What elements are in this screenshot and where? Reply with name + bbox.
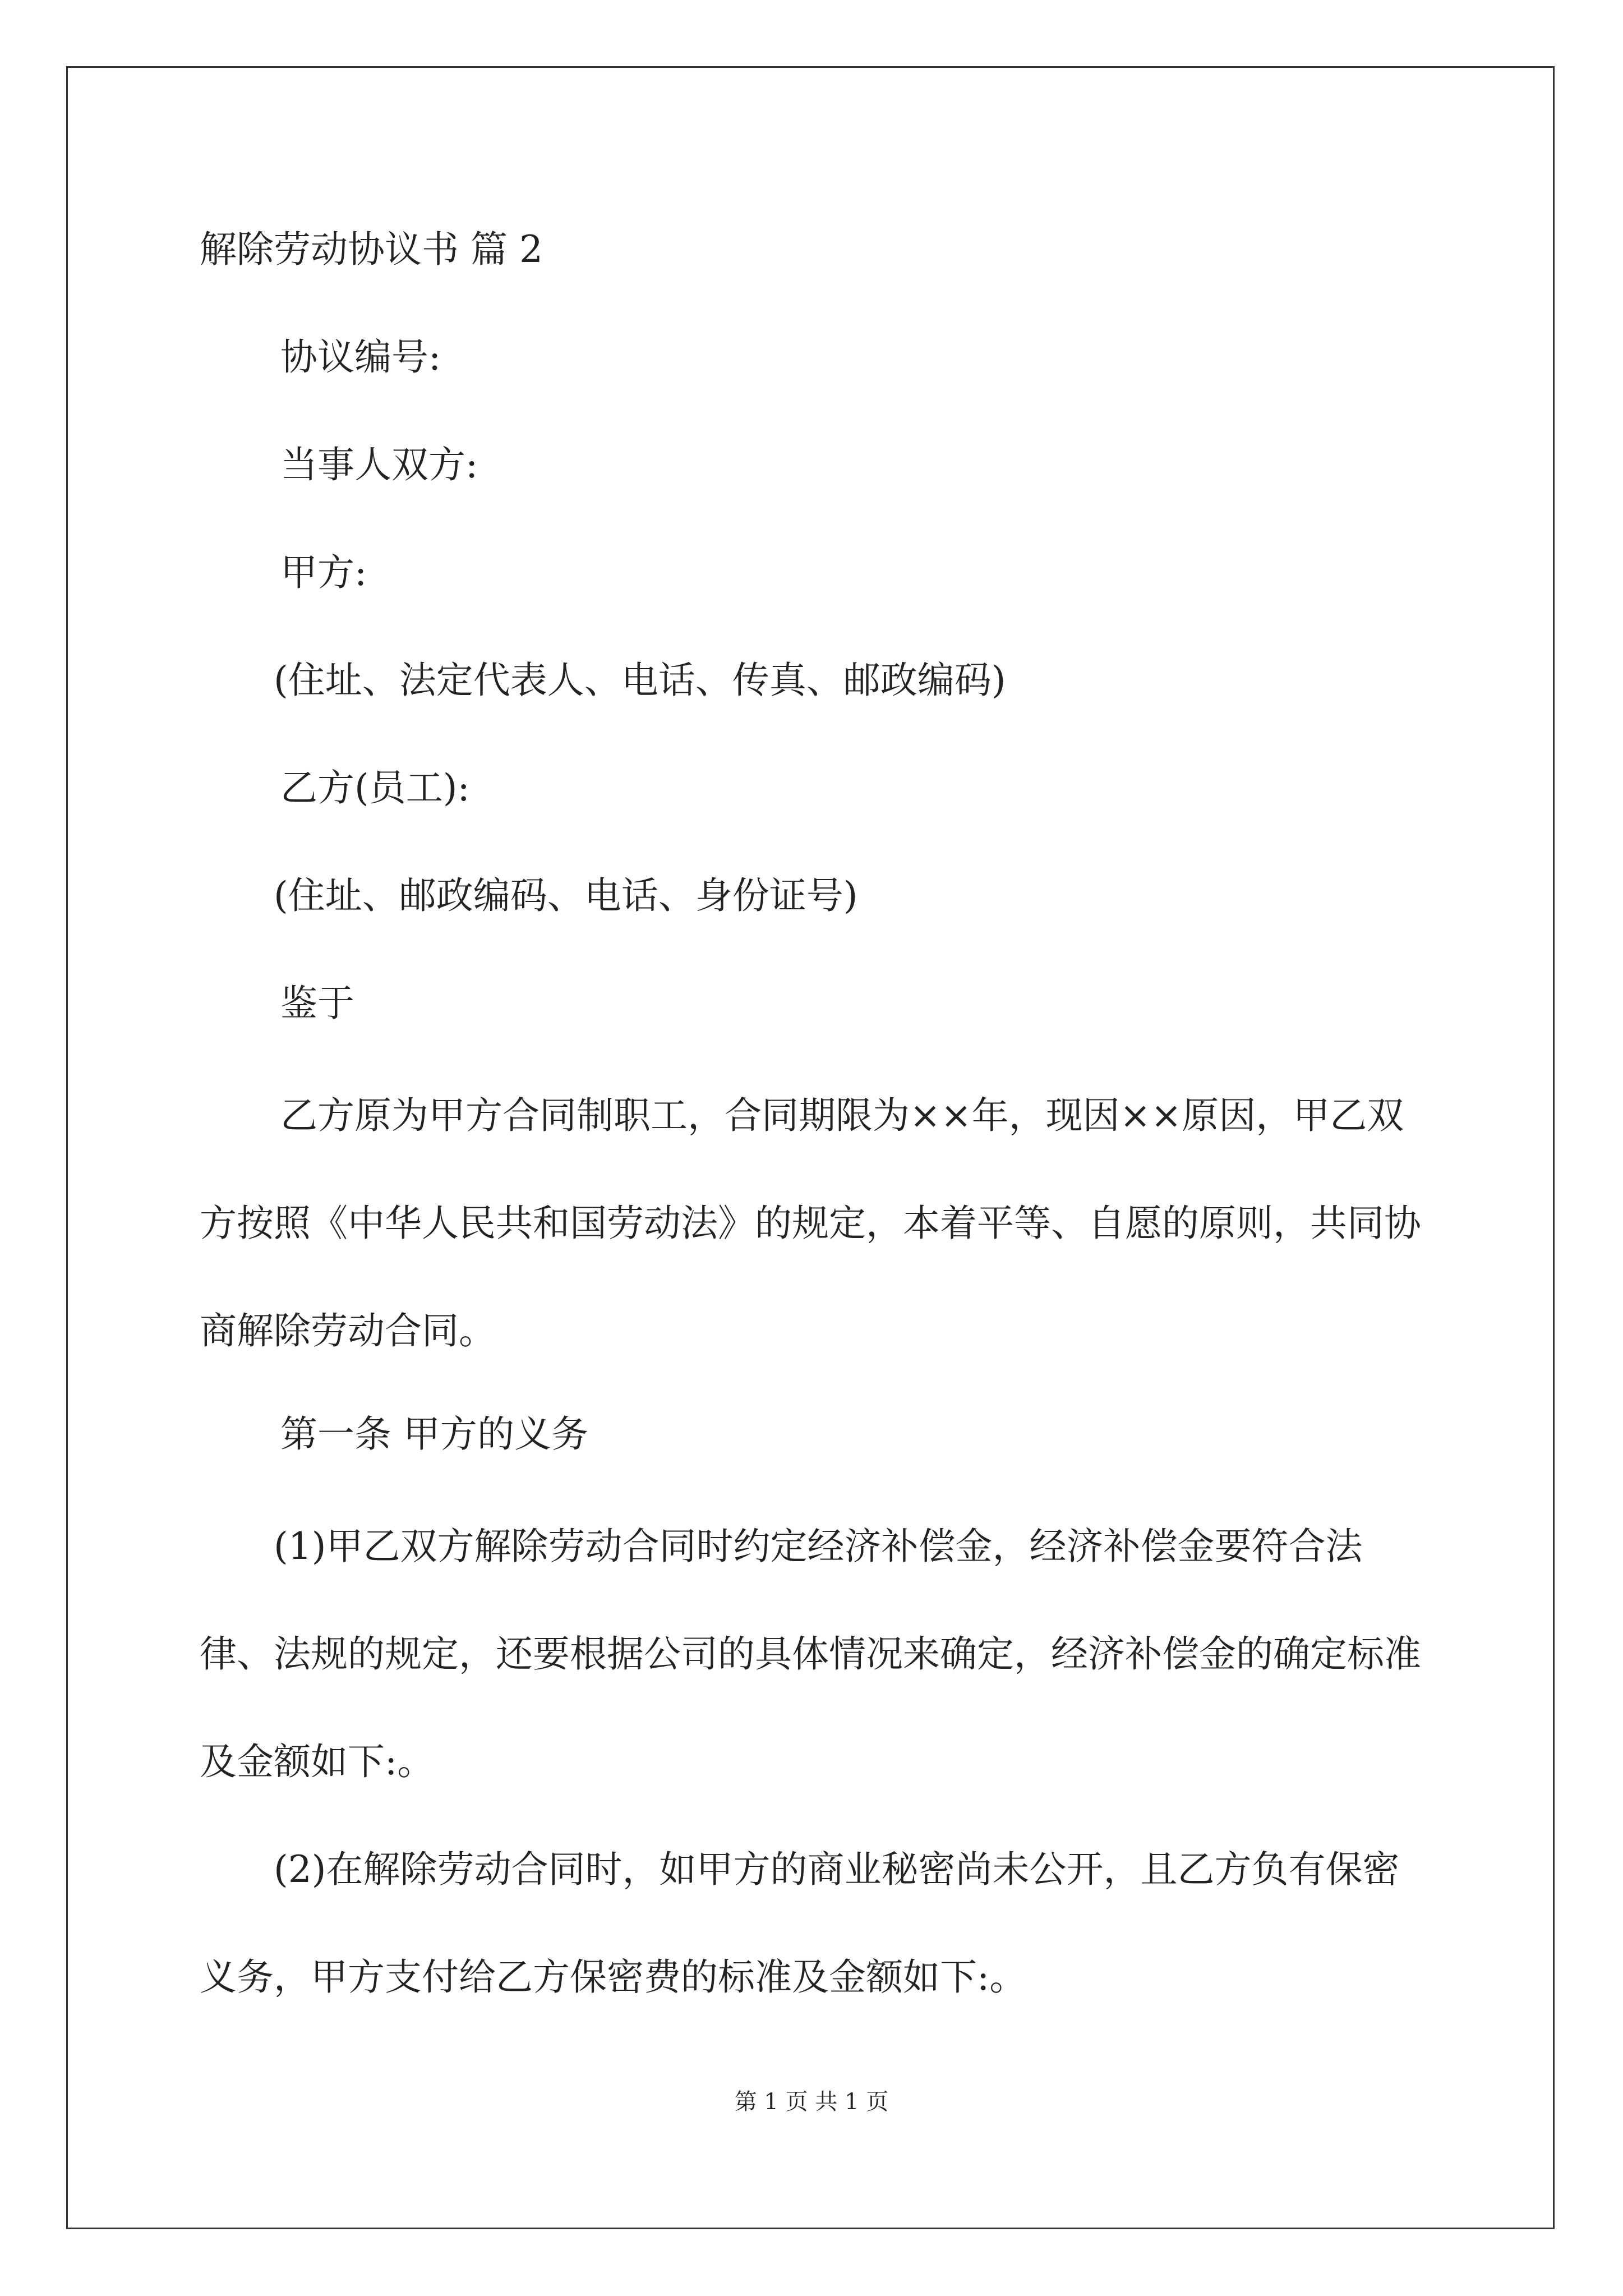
party-a-label: 甲方:: [280, 551, 367, 594]
parties-label: 当事人双方:: [280, 443, 478, 486]
whereas-heading: 鉴于: [280, 982, 354, 1025]
party-a-info: (住址、法定代表人、电话、传真、邮政编码): [274, 659, 1006, 702]
clause-1-paragraph: (1)甲乙双方解除劳动合同时约定经济补偿金，经济补偿金要符合法律、法规的规定，还要根据公司的具体情况来确定，经济补偿金的确定标准及金额如下:。: [200, 1525, 1421, 1783]
document-title: 解除劳动协议书 篇 2: [200, 228, 543, 271]
party-b-label: 乙方(员工):: [280, 766, 470, 809]
page-footer: 第 1 页 共 1 页: [734, 2089, 889, 2115]
clause-2-paragraph: (2)在解除劳动合同时，如甲方的商业秘密尚未公开，且乙方负有保密义务，甲方支付给乙方保密费的标准及金额如下:。: [200, 1848, 1400, 1999]
article-1-heading: 第一条 甲方的义务: [280, 1412, 588, 1456]
agreement-number-label: 协议编号:: [280, 335, 441, 379]
recital-paragraph: 乙方原为甲方合同制职工，合同期限为××年，现因××原因，甲乙双方按照《中华人民共和国劳动法》的规定，本着平等、自愿的原则，共同协商解除劳动合同。: [200, 1094, 1421, 1352]
party-b-info: (住址、邮政编码、电话、身份证号): [274, 874, 858, 917]
